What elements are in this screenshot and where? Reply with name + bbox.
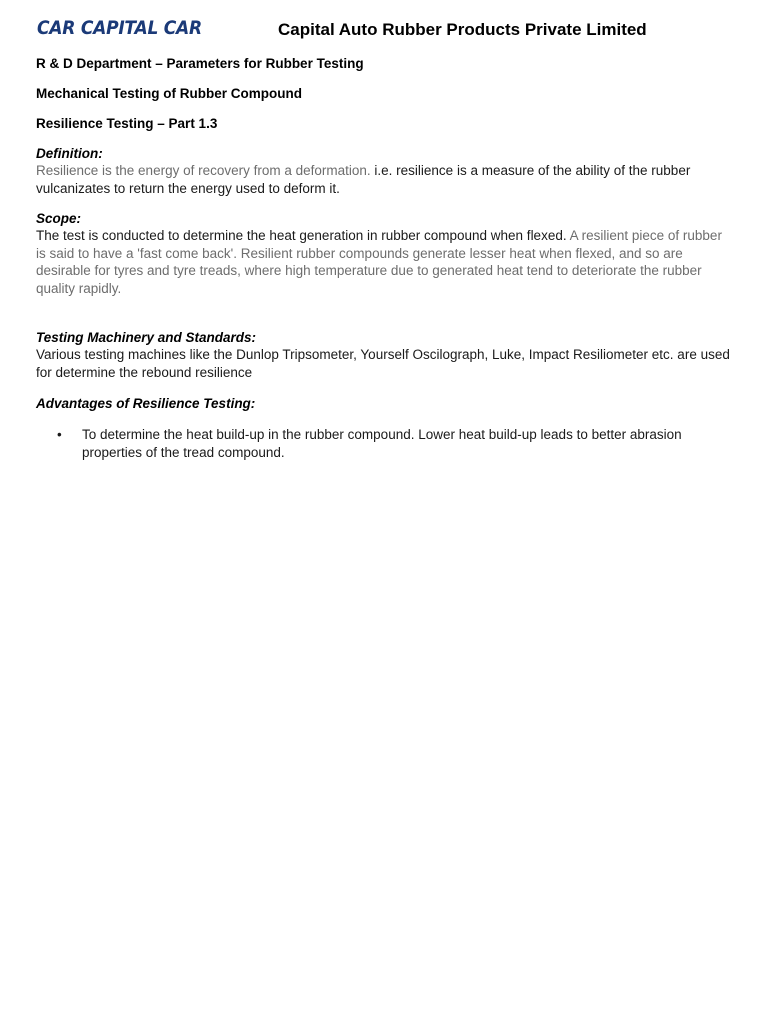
- definition-text-grey: Resilience is the energy of recovery from a deformation.: [36, 163, 371, 178]
- advantages-heading: Advantages of Resilience Testing:: [36, 396, 256, 411]
- machinery-section: [36, 329, 730, 381]
- scope-paragraph: [36, 227, 730, 298]
- scope-text-grey: A resilient piece of rubber is said to have a 'fast come back'. Resilient rubber compounds generate lesser heat when flexed, and so are desirable for tyres and tyre treads, where high temperature due to generated heat tend to deteriorate the rubber quality rapidly.: [36, 228, 722, 297]
- company-name: Capital Auto Rubber Products Private Limited: [278, 20, 647, 39]
- advantages-section: [36, 395, 730, 461]
- scope-text-black: The test is conducted to determine the heat generation in rubber compound when flexed.: [36, 228, 567, 243]
- document-header: [36, 0, 730, 48]
- list-item: [36, 426, 730, 461]
- scope-section: [36, 210, 730, 298]
- department-title: R & D Department – Parameters for Rubber Testing: [36, 56, 364, 71]
- advantages-list: [36, 426, 730, 461]
- document-subtitle: Mechanical Testing of Rubber Compound: [36, 86, 303, 101]
- document-page: [36, 0, 730, 460]
- advantage-text: To determine the heat build-up in the rubber compound. Lower heat build-up leads to better abrasion properties of the tread compound.: [82, 427, 682, 460]
- machinery-heading: Testing Machinery and Standards:: [36, 330, 257, 345]
- machinery-paragraph: Various testing machines like the Dunlop Tripsometer, Yourself Oscilograph, Luke, Impact Resiliometer etc. are used for determine the rebound resilience: [36, 347, 730, 380]
- bullet-icon: •: [57, 427, 62, 442]
- scope-heading: Scope:: [36, 211, 82, 226]
- company-logo: CAR CAPITAL CAR: [37, 17, 202, 39]
- definition-paragraph: [36, 162, 730, 197]
- part-title: Resilience Testing – Part 1.3: [36, 116, 218, 131]
- definition-heading: Definition:: [36, 146, 103, 161]
- definition-text-black: i.e. resilience is a measure of the ability of the rubber vulcanizates to return the energy used to deform it.: [36, 163, 691, 196]
- definition-section: [36, 145, 730, 197]
